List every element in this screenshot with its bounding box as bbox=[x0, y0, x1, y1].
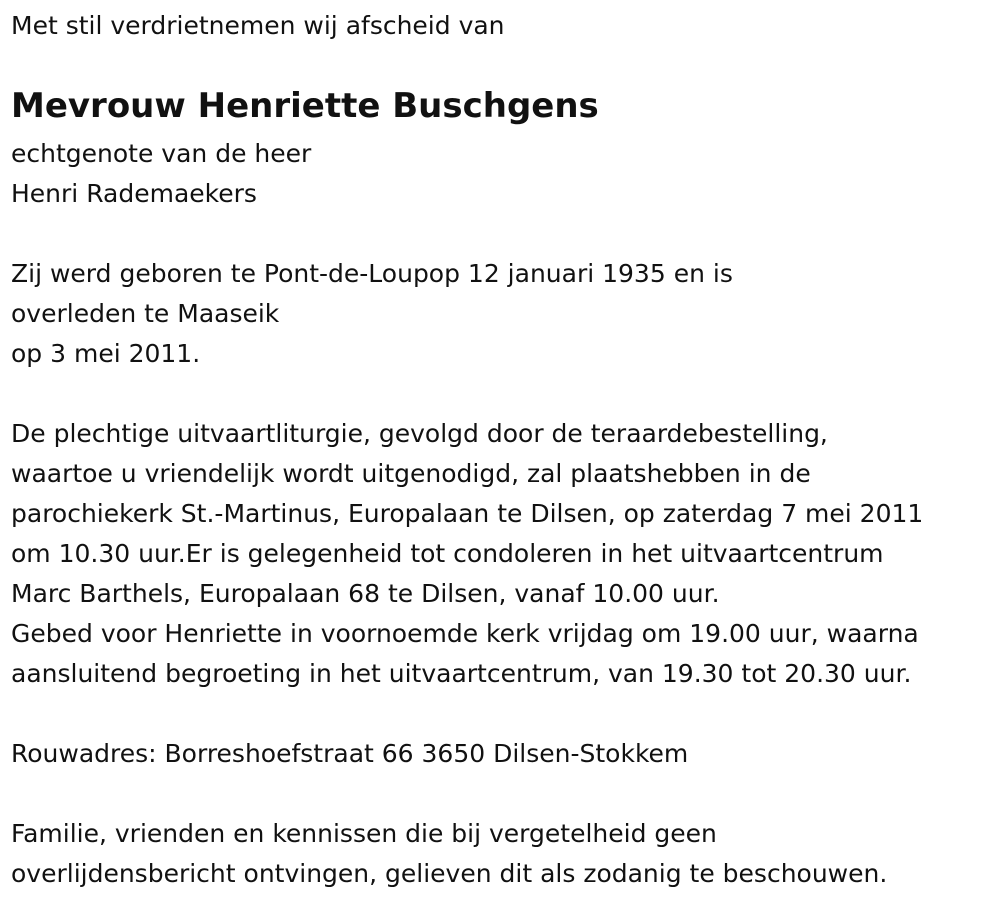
family-note bbox=[11, 814, 887, 894]
birth-death-block bbox=[11, 254, 733, 374]
family-note-line: Familie, vrienden en kennissen die bij vergetelheid geen bbox=[11, 819, 717, 848]
spouse-line: echtgenote van de heer bbox=[11, 139, 312, 168]
birth-death-line: op 3 mei 2011. bbox=[11, 339, 201, 368]
spouse-line: Henri Rademaekers bbox=[11, 179, 257, 208]
spouse-block bbox=[11, 134, 311, 214]
funeral-line: waartoe u vriendelijk wordt uitgenodigd, zal plaatshebben in de bbox=[11, 459, 811, 488]
birth-death-line: overleden te Maaseik bbox=[11, 299, 280, 328]
funeral-line: De plechtige uitvaartliturgie, gevolgd door de teraardebestelling, bbox=[11, 419, 828, 448]
funeral-block bbox=[11, 414, 923, 694]
funeral-line: Gebed voor Henriette in voornoemde kerk vrijdag om 19.00 uur, waarna bbox=[11, 619, 919, 648]
family-note-line: overlijdensbericht ontvingen, gelieven dit als zodanig te beschouwen. bbox=[11, 859, 888, 888]
mourning-address bbox=[11, 734, 688, 774]
birth-death-line: Zij werd geboren te Pont-de-Loupop 12 januari 1935 en is bbox=[11, 259, 733, 288]
funeral-line: Marc Barthels, Europalaan 68 te Dilsen, vanaf 10.00 uur. bbox=[11, 579, 720, 608]
intro-text bbox=[11, 6, 505, 46]
intro-line: Met stil verdrietnemen wij afscheid van bbox=[11, 11, 505, 40]
mourning-address-line: Rouwadres: Borreshoefstraat 66 3650 Dilsen-Stokkem bbox=[11, 739, 689, 768]
funeral-line: om 10.30 uur.Er is gelegenheid tot condoleren in het uitvaartcentrum bbox=[11, 539, 884, 568]
deceased-name: Mevrouw Henriette Buschgens bbox=[11, 86, 599, 126]
funeral-line: parochiekerk St.-Martinus, Europalaan te Dilsen, op zaterdag 7 mei 2011 bbox=[11, 499, 924, 528]
funeral-line: aansluitend begroeting in het uitvaartcentrum, van 19.30 tot 20.30 uur. bbox=[11, 659, 912, 688]
